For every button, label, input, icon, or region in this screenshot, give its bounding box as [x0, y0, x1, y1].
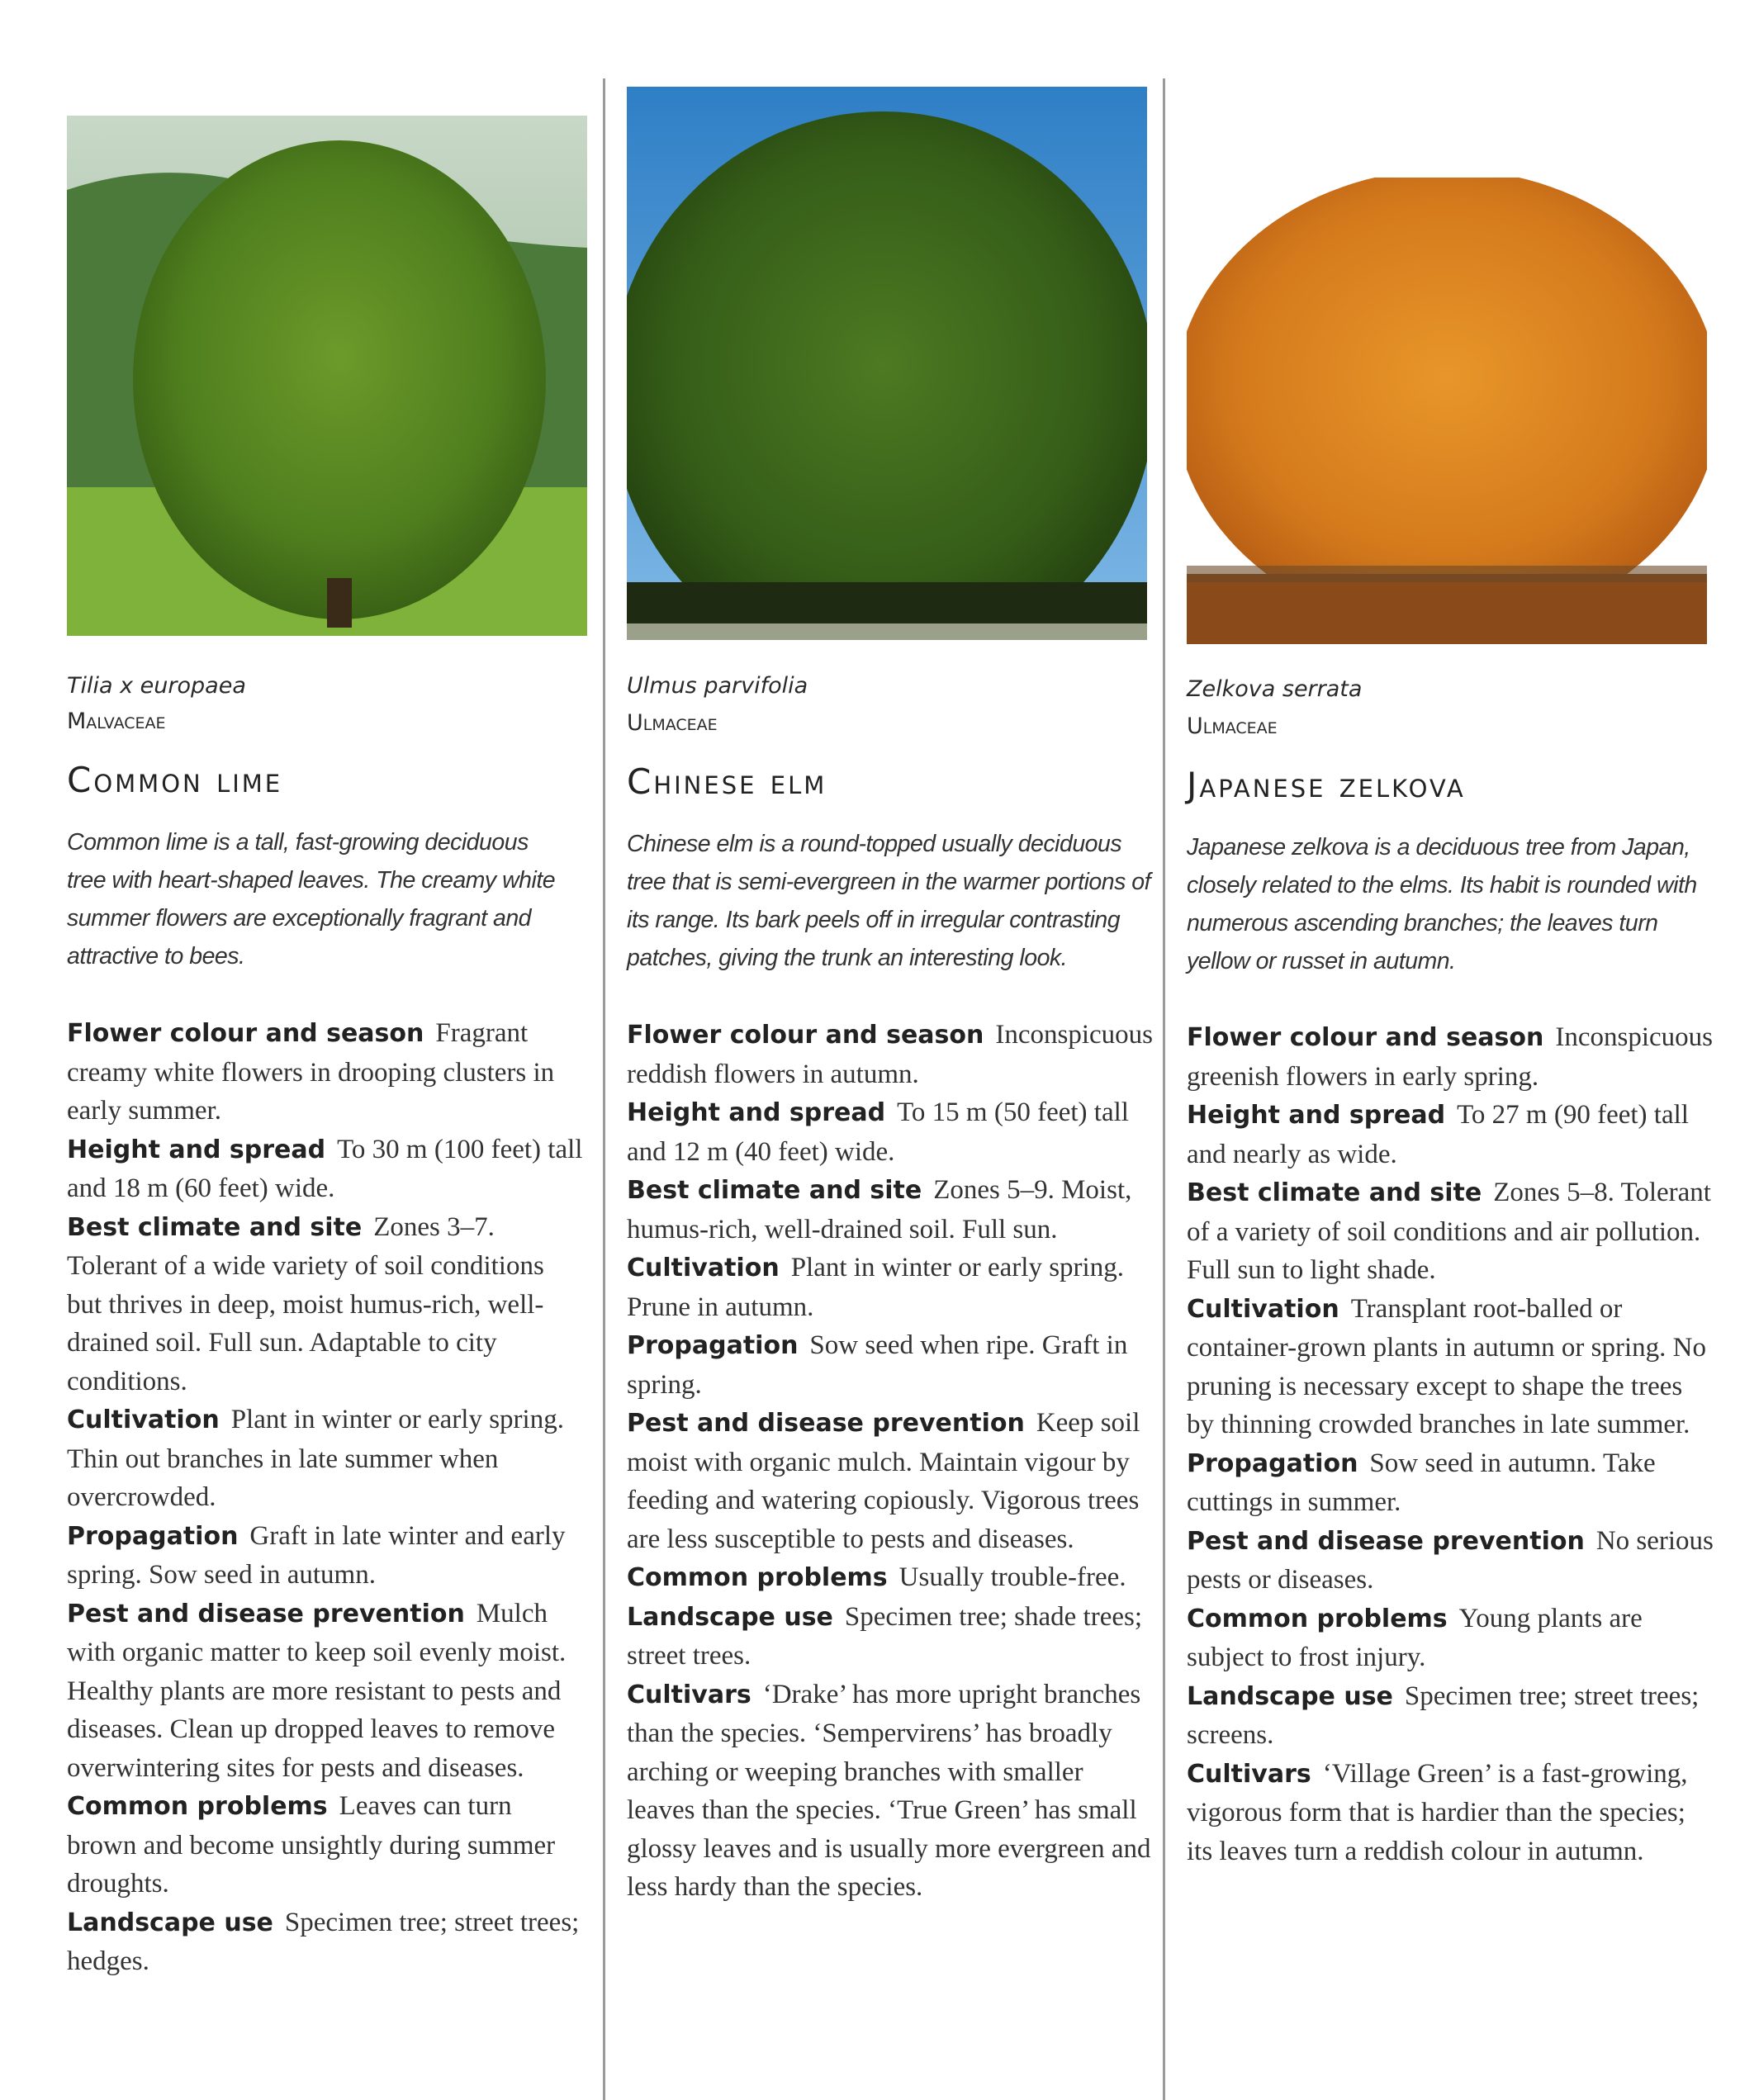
- detail-item: [67, 1787, 583, 1903]
- detail-text: Sow seed in autumn. Take cuttings in summer.: [1187, 1448, 1656, 1517]
- detail-item: [67, 1903, 583, 1981]
- detail-text: Plant in winter or early spring. Prune in autumn.: [627, 1253, 1124, 1322]
- detail-text: Inconspicuous reddish flowers in autumn.: [627, 1020, 1154, 1089]
- detail-item: [627, 1016, 1155, 1093]
- detail-item: [627, 1598, 1155, 1676]
- detail-text: To 30 m (100 feet) tall and 18 m (60 feet) wide.: [67, 1134, 583, 1203]
- detail-item: [627, 1249, 1155, 1326]
- detail-item: [67, 1517, 583, 1595]
- family-name: Ulmaceae: [627, 710, 718, 736]
- common-name-heading: Common lime: [67, 760, 283, 800]
- common-name-heading: Japanese zelkova: [1187, 765, 1466, 805]
- detail-item: [67, 1401, 583, 1517]
- detail-label: Best climate and site: [67, 1212, 363, 1242]
- intro-text: Japanese zelkova is a deciduous tree from Japan, closely related to the elms. Its habit is rounded with numerous ascending branches; the leaves turn yellow or russet in autumn.: [1187, 834, 1697, 974]
- detail-text: Zones 5–9. Moist, humus-rich, well-drained soil. Full sun.: [627, 1175, 1132, 1244]
- detail-label: Cultivation: [1187, 1294, 1339, 1324]
- detail-label: Pest and disease prevention: [67, 1599, 465, 1628]
- tree-photo-common-lime: [67, 116, 587, 636]
- detail-text: Keep soil moist with organic mulch. Maintain vigour by feeding and watering copiously. Vigorous trees are less susceptible to pests and diseases.: [627, 1408, 1140, 1554]
- detail-label: Height and spread: [627, 1098, 886, 1127]
- detail-text: Plant in winter or early spring. Thin out branches in late summer when overcrowded.: [67, 1405, 564, 1512]
- detail-label: Pest and disease prevention: [1187, 1526, 1585, 1556]
- scientific-name: Ulmus parvifolia: [627, 673, 808, 699]
- detail-label: Cultivation: [627, 1254, 780, 1282]
- detail-text: Specimen tree; street trees; screens.: [1187, 1680, 1700, 1750]
- detail-label: Common problems: [1187, 1604, 1448, 1633]
- detail-item: [1187, 1018, 1715, 1096]
- detail-text: No serious pests or diseases.: [1187, 1525, 1714, 1595]
- detail-text: Inconspicuous greenish flowers in early spring.: [1187, 1022, 1714, 1092]
- detail-label: Pest and disease prevention: [627, 1409, 1025, 1438]
- details-list: [67, 1014, 583, 1981]
- detail-item: [627, 1558, 1155, 1598]
- detail-label: Flower colour and season: [1187, 1023, 1544, 1052]
- detail-label: Landscape use: [67, 1908, 273, 1937]
- detail-item: [1187, 1096, 1715, 1173]
- detail-text: Specimen tree; shade trees; street trees.: [627, 1601, 1143, 1671]
- detail-item: [1187, 1173, 1715, 1290]
- detail-item: [67, 1595, 583, 1788]
- column-divider: [603, 78, 605, 2100]
- detail-item: [1187, 1677, 1715, 1755]
- detail-label: Height and spread: [1187, 1101, 1446, 1130]
- detail-text: Zones 5–8. Tolerant of a variety of soil conditions and air pollution. Full sun to light shade.: [1187, 1178, 1711, 1285]
- detail-text: Sow seed when ripe. Graft in spring.: [627, 1330, 1128, 1400]
- detail-text: Leaves can turn brown and become unsightly during summer droughts.: [67, 1791, 556, 1899]
- detail-label: Cultivation: [67, 1406, 220, 1434]
- detail-text: Young plants are subject to frost injury.: [1187, 1603, 1643, 1672]
- details-list: [627, 1016, 1155, 1907]
- detail-label: Common problems: [67, 1792, 328, 1821]
- scientific-name: Zelkova serrata: [1187, 676, 1363, 702]
- intro-text: Common lime is a tall, fast-growing deciduous tree with heart-shaped leaves. The creamy white summer flowers are exceptionally fragrant and attractive to bees.: [67, 829, 556, 969]
- detail-label: Best climate and site: [1187, 1178, 1482, 1207]
- detail-text: ‘Drake’ has more upright branches than the species. ‘Sempervirens’ has broadly arching or weeping branches with smaller leaves than the species. ‘True Green’ has small glossy leaves and is usually more evergreen and less hardy than the species.: [627, 1679, 1151, 1902]
- detail-text: Specimen tree; street trees; hedges.: [67, 1907, 580, 1976]
- detail-label: Best climate and site: [627, 1176, 922, 1205]
- detail-label: Common problems: [627, 1563, 888, 1592]
- common-name-heading: Chinese elm: [627, 761, 827, 802]
- detail-label: Propagation: [67, 1521, 239, 1551]
- detail-item: [67, 1208, 583, 1401]
- detail-text: Usually trouble-free.: [898, 1562, 1126, 1592]
- detail-label: Flower colour and season: [67, 1019, 424, 1048]
- detail-label: Landscape use: [627, 1602, 833, 1632]
- detail-text: Zones 3–7. Tolerant of a wide variety of soil conditions but thrives in deep, moist humus-rich, well-drained soil. Full sun. Adaptable to city conditions.: [67, 1211, 544, 1396]
- detail-item: [1187, 1600, 1715, 1677]
- detail-item: [67, 1014, 583, 1131]
- detail-text: Mulch with organic matter to keep soil evenly moist. Healthy plants are more resistant to pests and diseases. Clean up dropped leaves to remove overwintering sites for pests and diseases.: [67, 1598, 567, 1783]
- detail-item: [1187, 1444, 1715, 1522]
- detail-item: [627, 1093, 1155, 1171]
- detail-item: [627, 1404, 1155, 1558]
- detail-item: [1187, 1290, 1715, 1444]
- detail-label: Flower colour and season: [627, 1021, 984, 1050]
- detail-text: Graft in late winter and early spring. Sow seed in autumn.: [67, 1520, 566, 1590]
- detail-text: To 27 m (90 feet) tall and nearly as wide.: [1187, 1100, 1689, 1169]
- detail-item: [627, 1171, 1155, 1249]
- detail-text: Transplant root-balled or container-grown plants in autumn or spring. No pruning is necessary except to shape the trees by thinning crowded branches in late summer.: [1187, 1293, 1706, 1439]
- intro-text: Chinese elm is a round-topped usually deciduous tree that is semi-evergreen in the warmer portions of its range. Its bark peels off in irregular contrasting patches, giving the trunk an interesting look.: [627, 831, 1151, 971]
- details-list: [1187, 1018, 1715, 1870]
- detail-label: Cultivars: [627, 1680, 751, 1709]
- tree-photo-chinese-elm: [627, 87, 1147, 640]
- detail-item: [627, 1676, 1155, 1907]
- detail-item: [67, 1131, 583, 1208]
- detail-text: Fragrant creamy white flowers in drooping clusters in early summer.: [67, 1018, 555, 1126]
- detail-label: Cultivars: [1187, 1759, 1311, 1789]
- scientific-name: Tilia x europaea: [67, 673, 246, 699]
- detail-label: Height and spread: [67, 1135, 326, 1164]
- detail-text: To 15 m (50 feet) tall and 12 m (40 feet) wide.: [627, 1097, 1129, 1167]
- detail-label: Landscape use: [1187, 1681, 1393, 1711]
- tree-photo-japanese-zelkova: [1187, 178, 1707, 644]
- family-name: Malvaceae: [67, 709, 166, 734]
- detail-label: Propagation: [627, 1331, 799, 1360]
- column-divider: [1163, 78, 1165, 2100]
- detail-label: Propagation: [1187, 1448, 1358, 1478]
- detail-text: ‘Village Green’ is a fast-growing, vigorous form that is hardier than the species; its leaves turn a reddish colour in autumn.: [1187, 1758, 1688, 1866]
- detail-item: [1187, 1755, 1715, 1871]
- detail-item: [627, 1326, 1155, 1404]
- family-name: Ulmaceae: [1187, 713, 1278, 739]
- detail-item: [1187, 1522, 1715, 1600]
